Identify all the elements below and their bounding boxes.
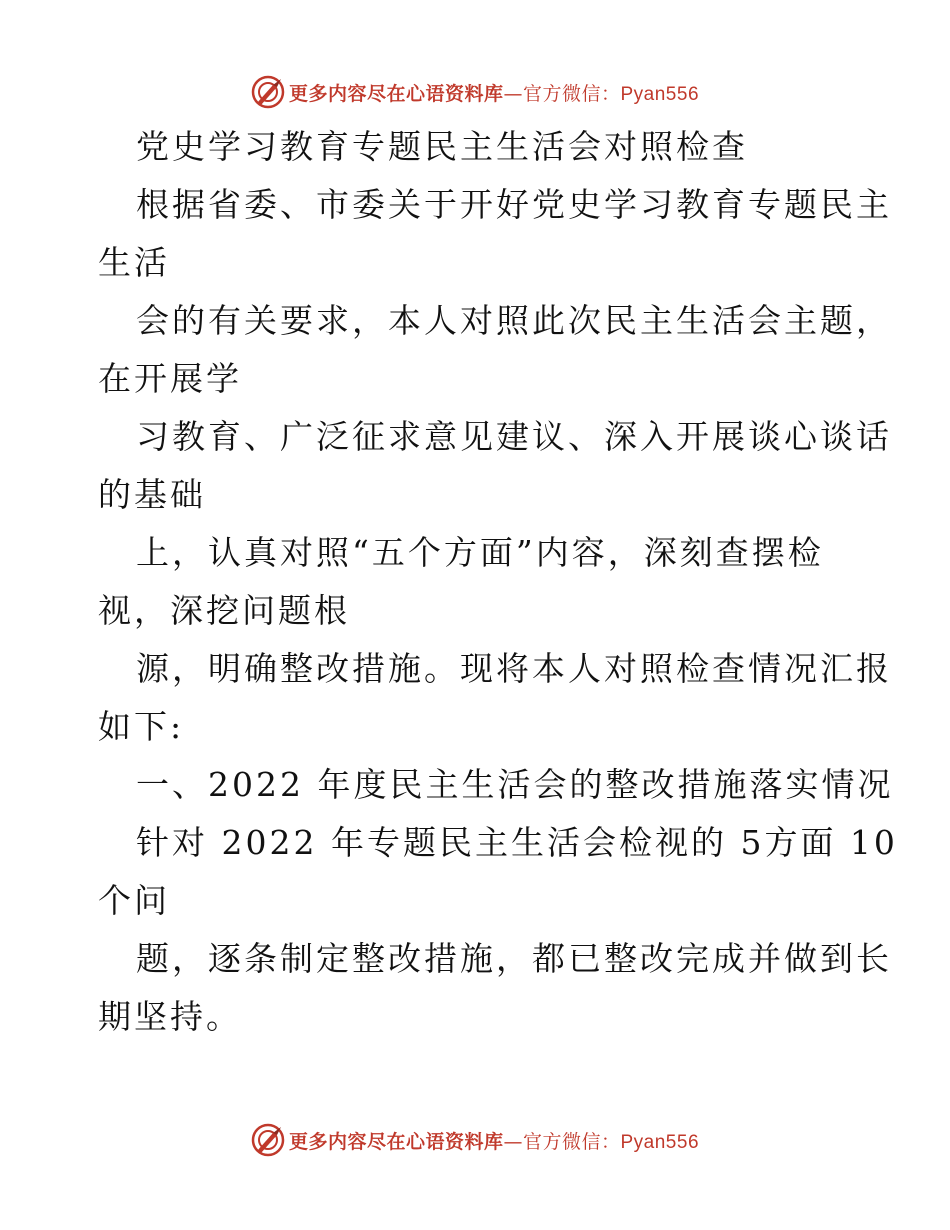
paragraph-line: 针对 2022 年专题民主生活会检视的 5方面 10 xyxy=(136,823,898,862)
banner-wechat-label: 官方微信： xyxy=(522,1130,621,1153)
document-title: 党史学习教育专题民主生活会对照检查 xyxy=(136,127,748,166)
paragraph-line: 在开展学 xyxy=(98,359,242,398)
paragraph-line: 根据省委、市委关于开好党史学习教育专题民主 xyxy=(136,185,892,224)
quill-logo-icon xyxy=(251,1123,285,1157)
paragraph-line: 上，认真对照“五个方面”内容，深刻查摆检 xyxy=(136,533,824,572)
paragraph-line: 会的有关要求，本人对照此次民主生活会主题， xyxy=(136,301,892,340)
banner-text xyxy=(289,1127,699,1154)
paragraph-line: 题，逐条制定整改措施，都已整改完成并做到长 xyxy=(136,939,892,978)
banner-wechat-id: Pyan556 xyxy=(620,83,700,105)
paragraph-line: 视，深挖问题根 xyxy=(98,591,350,630)
paragraph-line: 习教育、广泛征求意见建议、深入开展谈心谈话 xyxy=(136,417,892,456)
banner-wechat-id: Pyan556 xyxy=(620,1131,700,1153)
banner-main-text: 更多内容尽在心语资料库 xyxy=(288,1130,504,1153)
footer-watermark-banner xyxy=(0,1120,950,1160)
banner-dash: — xyxy=(503,82,523,105)
quill-logo-icon xyxy=(251,75,285,109)
paragraph-line: 源，明确整改措施。现将本人对照检查情况汇报 xyxy=(136,649,892,688)
paragraph-line: 生活 xyxy=(98,243,170,282)
paragraph-line: 期坚持。 xyxy=(98,997,242,1036)
paragraph-line: 的基础 xyxy=(98,475,206,514)
banner-text xyxy=(289,79,699,106)
banner-main-text: 更多内容尽在心语资料库 xyxy=(288,82,504,105)
document-body xyxy=(98,118,898,1046)
banner-wechat-label: 官方微信： xyxy=(522,82,621,105)
header-watermark-banner xyxy=(0,72,950,112)
paragraph-line: 如下: xyxy=(98,707,185,746)
section-heading: 一、2022 年度民主生活会的整改措施落实情况 xyxy=(136,765,894,804)
paragraph-line: 个问 xyxy=(98,881,170,920)
banner-dash: — xyxy=(503,1130,523,1153)
